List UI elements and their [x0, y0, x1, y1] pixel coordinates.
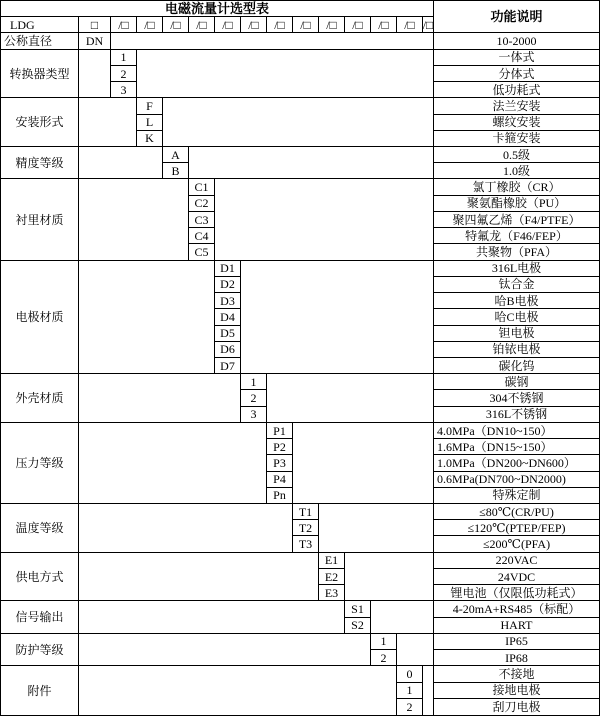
filler-cell-left-housing-material [79, 374, 241, 423]
desc-cell-power-supply: 24VDC [434, 569, 599, 585]
desc-cell-pressure-rating: 1.0MPa（DN200~DN600） [434, 455, 599, 471]
desc-cell-nominal-diameter: 10-2000 [434, 33, 599, 49]
desc-cell-electrode-material: 钛合金 [434, 277, 599, 293]
code-cell-converter-type: 1 [111, 50, 137, 66]
desc-cell-temperature-rating: ≤80℃(CR/PU) [434, 504, 599, 520]
desc-cell-accessories: 不接地 [434, 666, 599, 682]
model-code-box: □ [79, 17, 111, 33]
filler-cell-left-power-supply [79, 553, 319, 602]
desc-cell-protection-class: IP68 [434, 650, 599, 666]
category-label-electrode-material: 电极材质 [1, 261, 79, 375]
category-label-converter-type: 转换器类型 [1, 50, 79, 99]
filler-cell-left-installation-type [79, 98, 137, 147]
code-cell-protection-class: 2 [371, 650, 397, 666]
filler-cell-right-accessories [423, 666, 434, 715]
code-cell-pressure-rating: P3 [267, 455, 293, 471]
code-cell-electrode-material: D4 [215, 309, 241, 325]
model-code-slot: /□ [319, 17, 345, 33]
filler-cell-right-signal-output [371, 601, 434, 633]
code-cell-temperature-rating: T2 [293, 520, 319, 536]
table-title: 电磁流量计选型表 [1, 1, 434, 17]
desc-cell-pressure-rating: 特殊定制 [434, 488, 599, 504]
code-cell-electrode-material: D2 [215, 277, 241, 293]
code-cell-pressure-rating: P4 [267, 472, 293, 488]
code-cell-electrode-material: D6 [215, 342, 241, 358]
code-cell-nominal-diameter: DN [79, 33, 111, 49]
model-code-slot: /□ [189, 17, 215, 33]
filler-cell-right-converter-type [137, 50, 434, 99]
code-cell-signal-output: S2 [345, 618, 371, 634]
filler-cell-left-signal-output [79, 601, 345, 633]
code-cell-lining-material: C4 [189, 228, 215, 244]
desc-cell-power-supply: 220VAC [434, 553, 599, 569]
filler-cell-left-temperature-rating [79, 504, 293, 553]
category-label-temperature-rating: 温度等级 [1, 504, 79, 553]
code-cell-pressure-rating: P1 [267, 423, 293, 439]
desc-cell-signal-output: 4-20mA+RS485（标配） [434, 601, 599, 617]
category-label-accuracy-class: 精度等级 [1, 147, 79, 179]
filler-cell-right-electrode-material [241, 261, 434, 375]
code-cell-installation-type: L [137, 115, 163, 131]
filler-cell-left-accuracy-class [79, 147, 163, 179]
model-code-slot: /□ [163, 17, 189, 33]
category-label-accessories: 附件 [1, 666, 79, 715]
code-cell-accessories: 2 [397, 699, 423, 715]
desc-cell-power-supply: 锂电池（仅限低功耗式） [434, 585, 599, 601]
code-cell-temperature-rating: T3 [293, 536, 319, 552]
code-cell-lining-material: C1 [189, 179, 215, 195]
desc-cell-pressure-rating: 4.0MPa（DN10~150） [434, 423, 599, 439]
code-cell-lining-material: C3 [189, 212, 215, 228]
desc-cell-installation-type: 螺纹安装 [434, 115, 599, 131]
model-code-slot: /□ [137, 17, 163, 33]
model-code-slot: /□ [111, 17, 137, 33]
code-cell-power-supply: E2 [319, 569, 345, 585]
desc-cell-pressure-rating: 1.6MPa（DN15~150） [434, 439, 599, 455]
desc-cell-lining-material: 特氟龙（F46/FEP） [434, 228, 599, 244]
model-code-slot: /□ [267, 17, 293, 33]
filler-cell-right-power-supply [345, 553, 434, 602]
category-label-signal-output: 信号输出 [1, 601, 79, 633]
filler-cell-left-electrode-material [79, 261, 215, 375]
category-label-protection-class: 防护等级 [1, 634, 79, 666]
desc-cell-temperature-rating: ≤120℃(PTEP/FEP) [434, 520, 599, 536]
filler-cell-right-protection-class [397, 634, 434, 666]
filler-cell-right-nominal-diameter [111, 33, 434, 49]
model-code-slot: /□ [397, 17, 423, 33]
code-cell-electrode-material: D1 [215, 261, 241, 277]
filler-cell-left-converter-type [79, 50, 111, 99]
code-cell-housing-material: 2 [241, 390, 267, 406]
code-cell-power-supply: E3 [319, 585, 345, 601]
code-cell-pressure-rating: P2 [267, 439, 293, 455]
code-cell-pressure-rating: Pn [267, 488, 293, 504]
code-cell-signal-output: S1 [345, 601, 371, 617]
desc-cell-housing-material: 304不锈钢 [434, 390, 599, 406]
desc-cell-lining-material: 氯丁橡胶（CR） [434, 179, 599, 195]
desc-cell-housing-material: 碳钢 [434, 374, 599, 390]
function-column-header: 功能说明 [434, 1, 599, 33]
code-cell-accessories: 1 [397, 683, 423, 699]
filler-cell-right-temperature-rating [319, 504, 434, 553]
desc-cell-electrode-material: 316L电极 [434, 261, 599, 277]
filler-cell-left-protection-class [79, 634, 371, 666]
code-cell-lining-material: C2 [189, 196, 215, 212]
filler-cell-left-accessories [79, 666, 397, 715]
desc-cell-accuracy-class: 0.5级 [434, 147, 599, 163]
filler-cell-left-lining-material [79, 179, 189, 260]
filler-cell-right-accuracy-class [189, 147, 434, 179]
code-cell-installation-type: K [137, 131, 163, 147]
code-cell-accuracy-class: A [163, 147, 189, 163]
category-label-nominal-diameter: 公称直径 [1, 33, 79, 49]
desc-cell-temperature-rating: ≤200℃(PFA) [434, 536, 599, 552]
desc-cell-installation-type: 卡箍安装 [434, 131, 599, 147]
code-cell-housing-material: 3 [241, 407, 267, 423]
category-label-housing-material: 外壳材质 [1, 374, 79, 423]
desc-cell-accuracy-class: 1.0级 [434, 163, 599, 179]
desc-cell-signal-output: HART [434, 618, 599, 634]
model-code-slot: /□ [241, 17, 267, 33]
desc-cell-installation-type: 法兰安装 [434, 98, 599, 114]
model-code-slot: /□ [293, 17, 319, 33]
code-cell-accuracy-class: B [163, 163, 189, 179]
desc-cell-accessories: 刮刀电极 [434, 699, 599, 715]
filler-cell-left-pressure-rating [79, 423, 267, 504]
selection-table-grid [1, 1, 599, 715]
desc-cell-lining-material: 共聚物（PFA） [434, 244, 599, 260]
code-cell-power-supply: E1 [319, 553, 345, 569]
model-code-slot: /□ [215, 17, 241, 33]
desc-cell-converter-type: 低功耗式 [434, 82, 599, 98]
desc-cell-converter-type: 分体式 [434, 66, 599, 82]
code-cell-converter-type: 3 [111, 82, 137, 98]
model-code-slot: /□ [422, 17, 434, 32]
desc-cell-electrode-material: 碳化钨 [434, 358, 599, 374]
desc-cell-lining-material: 聚四氟乙烯（F4/PTFE） [434, 212, 599, 228]
desc-cell-lining-material: 聚氨酯橡胶（PU） [434, 196, 599, 212]
filler-cell-right-housing-material [267, 374, 434, 423]
code-cell-protection-class: 1 [371, 634, 397, 650]
desc-cell-accessories: 接地电极 [434, 683, 599, 699]
model-prefix: LDG [1, 17, 79, 33]
filler-cell-right-pressure-rating [293, 423, 434, 504]
category-label-power-supply: 供电方式 [1, 553, 79, 602]
desc-cell-housing-material: 316L不锈钢 [434, 407, 599, 423]
code-cell-lining-material: C5 [189, 244, 215, 260]
code-cell-converter-type: 2 [111, 66, 137, 82]
desc-cell-electrode-material: 铂铱电极 [434, 342, 599, 358]
code-cell-installation-type: F [137, 98, 163, 114]
filler-cell-right-lining-material [215, 179, 434, 260]
code-cell-housing-material: 1 [241, 374, 267, 390]
code-cell-accessories: 0 [397, 666, 423, 682]
category-label-pressure-rating: 压力等级 [1, 423, 79, 504]
model-code-slot: /□ [371, 17, 397, 33]
model-code-slot: /□ [345, 17, 371, 33]
desc-cell-electrode-material: 哈B电极 [434, 293, 599, 309]
category-label-lining-material: 衬里材质 [1, 179, 79, 260]
code-cell-electrode-material: D5 [215, 326, 241, 342]
desc-cell-electrode-material: 哈C电极 [434, 309, 599, 325]
desc-cell-protection-class: IP65 [434, 634, 599, 650]
code-cell-electrode-material: D3 [215, 293, 241, 309]
desc-cell-pressure-rating: 0.6MPa(DN700~DN2000) [434, 472, 599, 488]
desc-cell-electrode-material: 钽电极 [434, 326, 599, 342]
category-label-installation-type: 安装形式 [1, 98, 79, 147]
filler-cell-right-installation-type [163, 98, 434, 147]
code-cell-electrode-material: D7 [215, 358, 241, 374]
code-cell-temperature-rating: T1 [293, 504, 319, 520]
desc-cell-converter-type: 一体式 [434, 50, 599, 66]
